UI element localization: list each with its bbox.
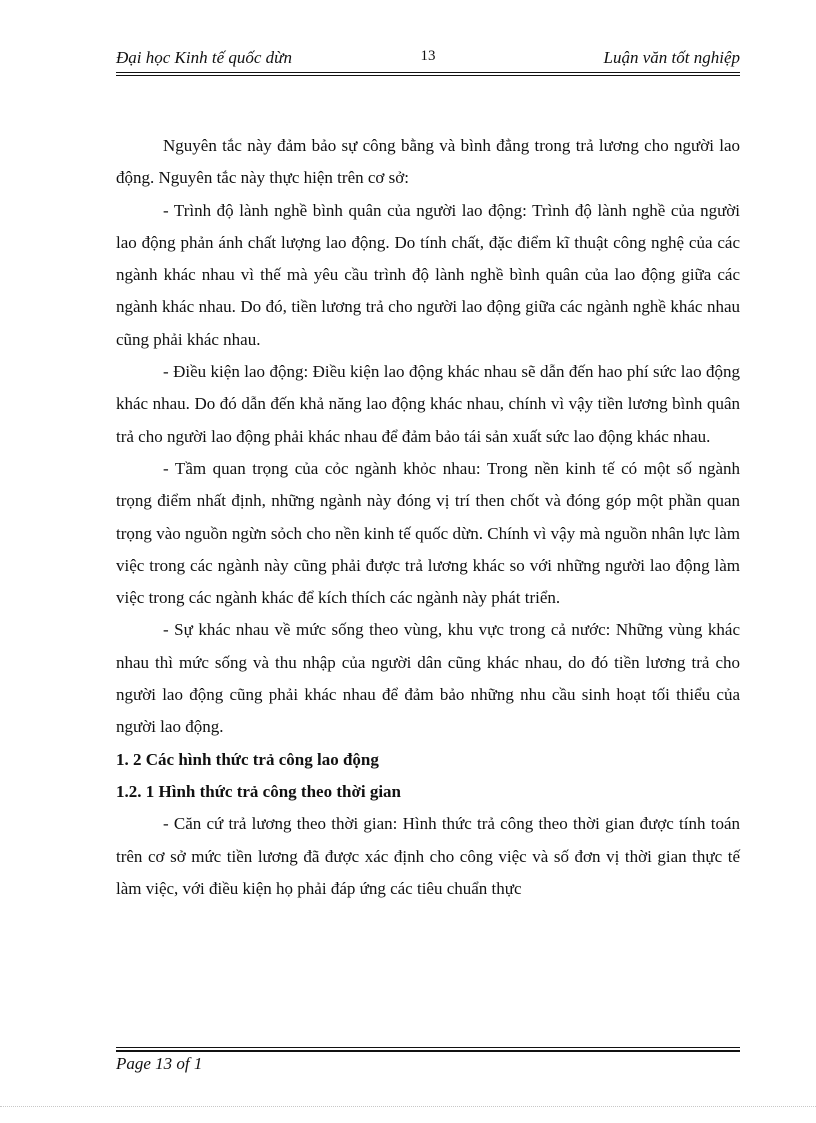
subsection-heading: 1.2. 1 Hình thức trả công theo thời gian bbox=[116, 781, 402, 801]
paragraph-working-conditions: - Điều kiện lao động: Điều kiện lao động khác nhau sẽ dẫn đến hao phí sức lao động khác nhau. Do đó dẫn đến khả năng lao động khác nhau, chính vì vậy tiền lương bình quân trả cho người lao động phải khác nhau để đảm bảo tái sản xuất sức lao động khác nhau. bbox=[116, 362, 740, 446]
paragraph-regional-living: - Sự khác nhau về mức sống theo vùng, khu vực trong cả nước: Những vùng khác nhau thì mức sống và thu nhập của người dân cũng khác nhau, do đó tiền lương trả cho người lao động cũng phải khác nhau để đảm bảo những nhu cầu sinh hoạt tối thiểu của người lao động. bbox=[116, 620, 740, 737]
header-page-number: 13 bbox=[420, 48, 436, 64]
paragraph-principle: Nguyên tắc này đảm bảo sự công bằng và bình đẳng trong trả lương cho người lao động. Nguyên tắc này thực hiện trên cơ sở: bbox=[116, 136, 740, 188]
footer-rule bbox=[116, 1047, 740, 1052]
header-university: Đại học Kinh tế quốc dừn bbox=[116, 48, 292, 67]
header-document-type: Luận văn tốt nghiệp bbox=[603, 48, 740, 67]
page-body bbox=[116, 130, 740, 905]
section-heading: 1. 2 Các hình thức trả công lao động bbox=[116, 749, 379, 769]
paragraph-skill-level: - Trình độ lành nghề bình quân của người lao động: Trình độ lành nghề của người lao động phản ánh chất lượng lao động. Do tính chất, đặc điểm kĩ thuật công nghệ của các ngành khác nhau vì thế mà yêu cầu trình độ lành nghề bình quân của lao động giữa các ngành khác nhau. Do đó, tiền lương trả cho người lao động giữa các ngành nghề khác nhau cũng phải khác nhau. bbox=[116, 200, 740, 349]
page-footer: Page 13 of 1 bbox=[116, 1054, 203, 1073]
page-header bbox=[116, 48, 740, 72]
paragraph-sector-importance: - Tầm quan trọng của cỏc ngành khỏc nhau: Trong nền kinh tế có một số ngành trọng điểm nhất định, những ngành này đóng vị trí then chốt và đóng góp một phần quan trọng vào nguồn ngừn sỏch cho nền kinh tế quốc dừn. Chính vì vậy mà nguồn nhân lực làm việc trong các ngành này cũng phải được trả lương khác so với những người lao động làm việc trong các ngành khác để kích thích các ngành này phát triển. bbox=[116, 458, 740, 608]
paragraph-time-based-pay: - Căn cứ trả lương theo thời gian: Hình thức trả công theo thời gian được tính toán trên cơ sở mức tiền lương đã được xác định cho công việc và số đơn vị thời gian thực tế làm việc, với điều kiện họ phải đáp ứng các tiêu chuẩn thực bbox=[116, 814, 740, 898]
header-rule bbox=[116, 72, 740, 76]
page-bottom-border bbox=[0, 1106, 816, 1107]
